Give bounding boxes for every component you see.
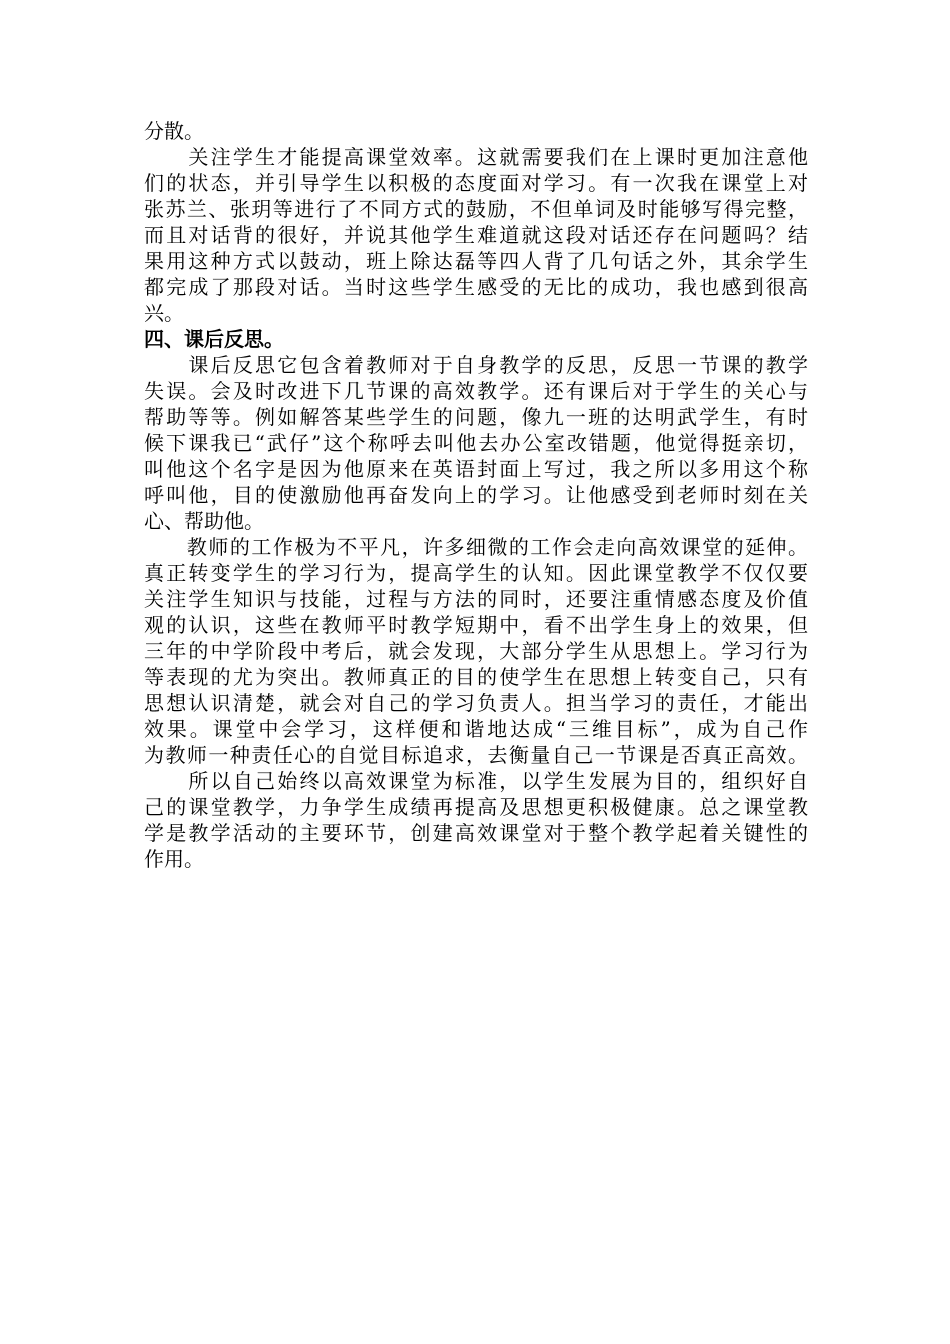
text-line: 兴。 — [144, 301, 184, 325]
text-line: 关注学生知识与技能，过程与方法的同时，还要注重情感态度及价值 — [144, 587, 808, 611]
text-line: 呼叫他，目的使激励他再奋发向上的学习。让他感受到老师时刻在关 — [144, 483, 808, 507]
text-line: 思想认识清楚，就会对自己的学习负责人。担当学习的责任，才能出 — [144, 691, 808, 715]
text-line: 叫他这个名字是因为他原来在英语封面上写过，我之所以多用这个称 — [144, 457, 808, 481]
text-line: 候下课我已“武仔”这个称呼去叫他去办公室改错题，他觉得挺亲切， — [144, 431, 808, 455]
text-line: 心、帮助他。 — [144, 509, 264, 533]
document-page — [144, 118, 808, 872]
text-line: 三年的中学阶段中考后，就会发现，大部分学生从思想上。学习行为 — [144, 639, 808, 663]
text-line: 学是教学活动的主要环节，创建高效课堂对于整个教学起着关键性的 — [144, 821, 808, 845]
text-line: 失误。会及时改进下几节课的高效教学。还有课后对于学生的关心与 — [144, 379, 808, 403]
text-line: 帮助等等。例如解答某些学生的问题，像九一班的达明武学生，有时 — [144, 405, 808, 429]
text-line: 张苏兰、张玥等进行了不同方式的鼓励，不但单词及时能够写得完整， — [144, 197, 808, 221]
text-line: 课后反思它包含着教师对于自身教学的反思，反思一节课的教学 — [144, 353, 808, 377]
text-line: 真正转变学生的学习行为，提高学生的认知。因此课堂教学不仅仅要 — [144, 561, 808, 585]
text-line: 都完成了那段对话。当时这些学生感受的无比的成功，我也感到很高 — [144, 275, 808, 299]
section-heading: 四、课后反思。 — [144, 327, 284, 351]
text-line: 果用这种方式以鼓动，班上除达磊等四人背了几句话之外，其余学生 — [144, 249, 808, 273]
text-line: 为教师一种责任心的自觉目标追求，去衡量自己一节课是否真正高效。 — [144, 743, 808, 767]
text-line: 关注学生才能提高课堂效率。这就需要我们在上课时更加注意他 — [144, 145, 808, 169]
text-line: 作用。 — [144, 847, 204, 871]
text-line: 等表现的尤为突出。教师真正的目的使学生在思想上转变自己，只有 — [144, 665, 808, 689]
text-line: 教师的工作极为不平凡，许多细微的工作会走向高效课堂的延伸。 — [144, 535, 808, 559]
text-line: 效果。课堂中会学习，这样便和谐地达成“三维目标”，成为自己作 — [144, 717, 808, 741]
text-line: 观的认识，这些在教师平时教学短期中，看不出学生身上的效果，但 — [144, 613, 808, 637]
text-line: 分散。 — [144, 119, 204, 143]
text-line: 所以自己始终以高效课堂为标准，以学生发展为目的，组织好自 — [144, 769, 808, 793]
text-line: 己的课堂教学，力争学生成绩再提高及思想更积极健康。总之课堂教 — [144, 795, 808, 819]
text-line: 们的状态，并引导学生以积极的态度面对学习。有一次我在课堂上对 — [144, 171, 808, 195]
text-line: 而且对话背的很好，并说其他学生难道就这段对话还存在问题吗？结 — [144, 223, 808, 247]
